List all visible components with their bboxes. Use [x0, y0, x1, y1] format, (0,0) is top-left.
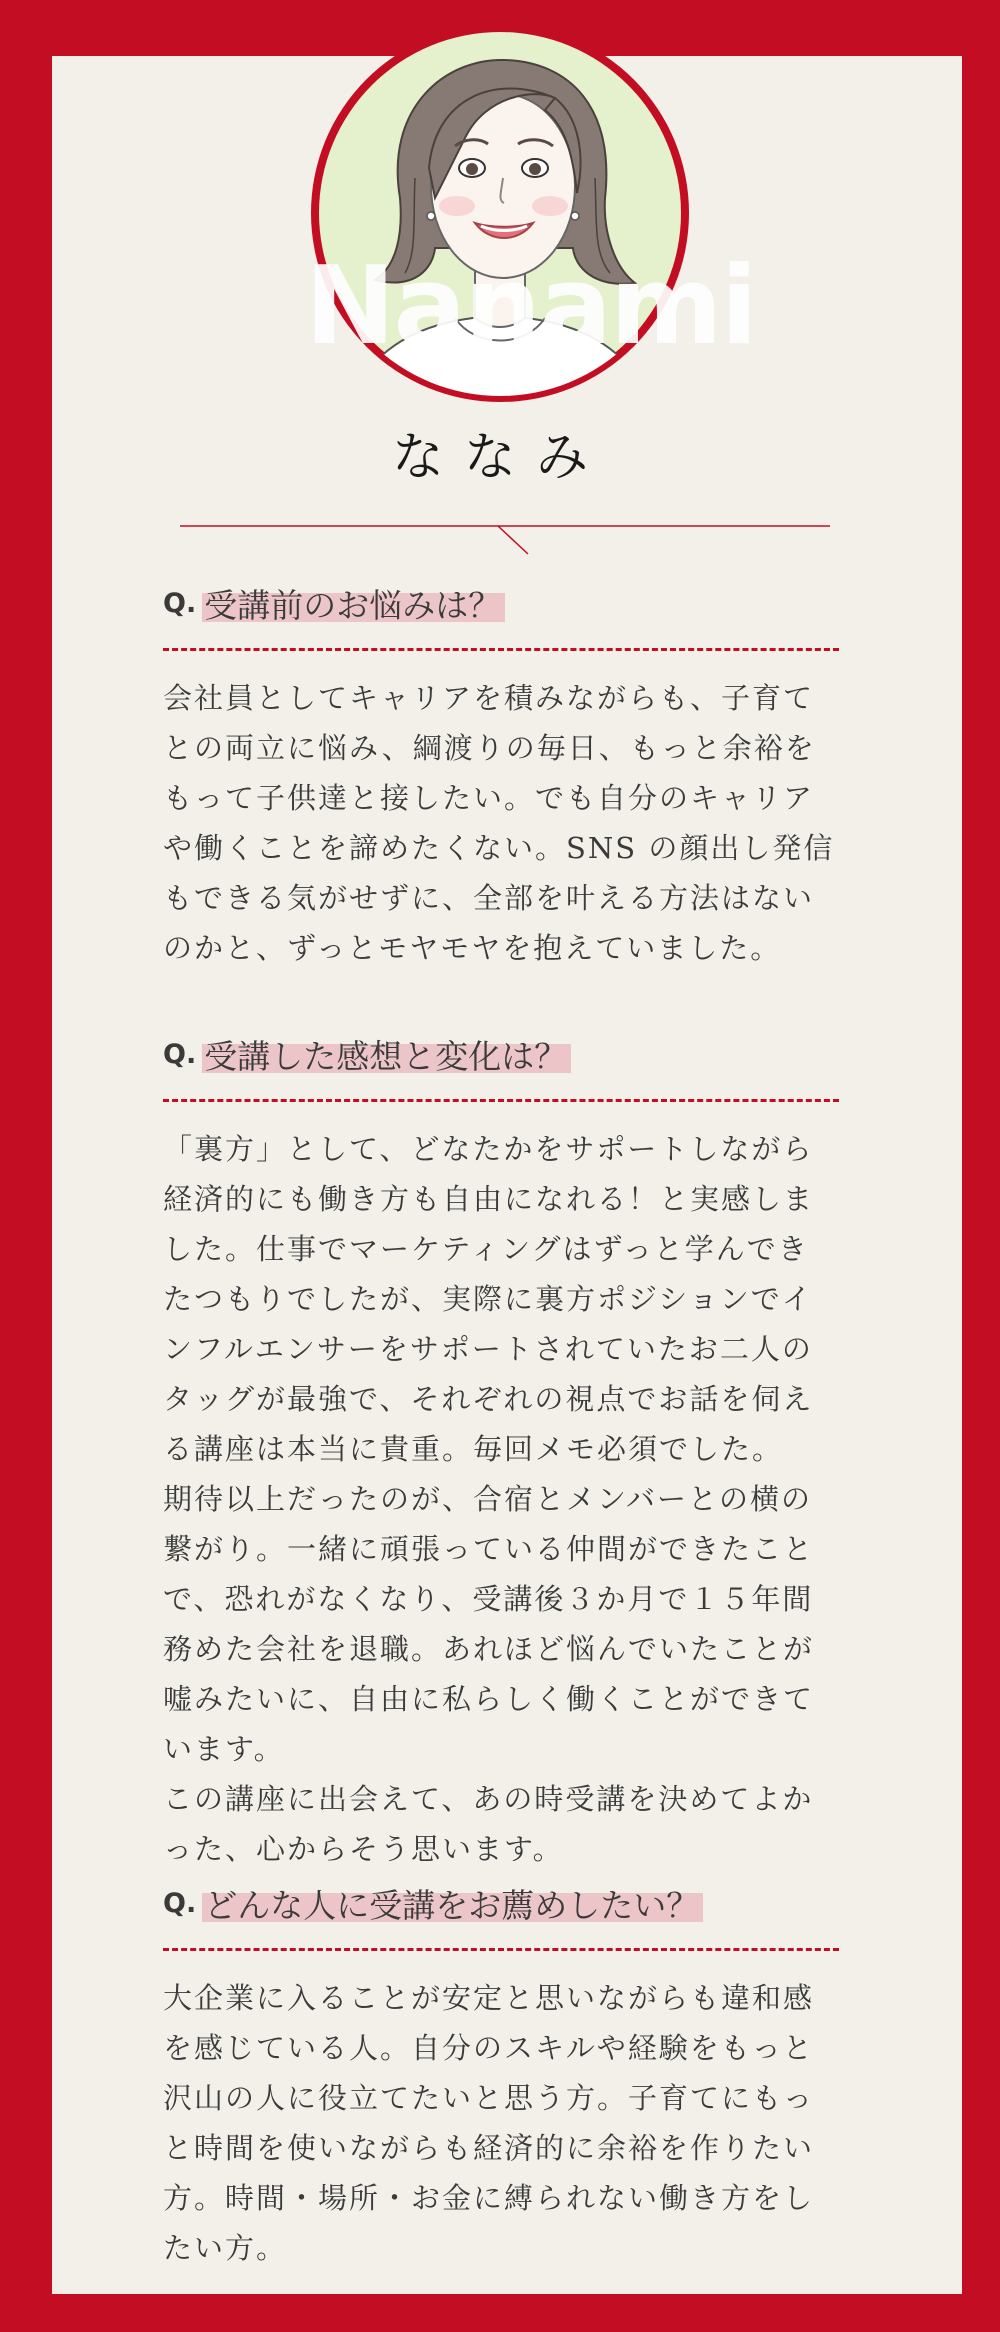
- answer-text: 「裏方」として、どなたかをサポートしながら経済的にも働き方も自由になれる！と実感しました。仕事でマーケティングはずっと学んできたつもりでしたが、実際に裏方ポジションでインフルエンサーをサポートされていたお二人のタッグが最強で、それぞれの視点でお話を伺える講座は本当に貴重。毎回メモ必須でした。 期待以上だったのが、合宿とメンバーとの横の繋がり。一緒に頑張っている仲間ができたことで、恐れがなくなり、受講後３か月で１５年間務めた会社を退職。あれほど悩んでいたことが嘘みたいに、自由に私らしく働くことができています。 この講座に出会えて、あの時受講を決めてよかった、心からそう思います。: [163, 1132, 815, 1866]
- question-text: どんな人に受講をお薦めしたい？: [202, 1886, 703, 1925]
- dashed-divider: [163, 1099, 839, 1102]
- answer-text: 大企業に入ることが安定と思いながらも違和感を感じている人。自分のスキルや経験をもっと沢山の人に役立てたいと思う方。子育てにもっと時間を使いながらも経済的に余裕を作りたい方。時間・場所・お金に縛られない働き方をしたい方。: [163, 1981, 815, 2265]
- qa-section-1: [163, 580, 839, 973]
- q-mark: Q.: [163, 1039, 197, 1070]
- qa-section-3: [163, 1880, 839, 2273]
- dashed-divider: [163, 648, 839, 651]
- question-text: 受講した感想と変化は？: [202, 1037, 571, 1076]
- dashed-divider: [163, 1948, 839, 1951]
- avatar: [305, 18, 756, 408]
- question-heading: [163, 1031, 839, 1089]
- question-text: 受講前のお悩みは？: [202, 586, 505, 625]
- answer-text: 会社員としてキャリアを積みながらも、子育てとの両立に悩み、綱渡りの毎日、もっと余裕をもって子供達と接したい。でも自分のキャリアや働くことを諦めたくない。SNS の顔出し発信もできる気がせずに、全部を叶える方法はないのかと、ずっとモヤモヤを抱えていました。: [163, 681, 835, 965]
- divider-with-notch: [180, 520, 830, 560]
- name-overlay-en: Nanami: [305, 244, 756, 369]
- question-heading: [163, 580, 839, 638]
- person-name: ななみ: [391, 428, 608, 488]
- qa-section-2: [163, 1031, 839, 1874]
- q-mark: Q.: [163, 1888, 197, 1919]
- q-mark: Q.: [163, 588, 197, 619]
- question-heading: [163, 1880, 839, 1938]
